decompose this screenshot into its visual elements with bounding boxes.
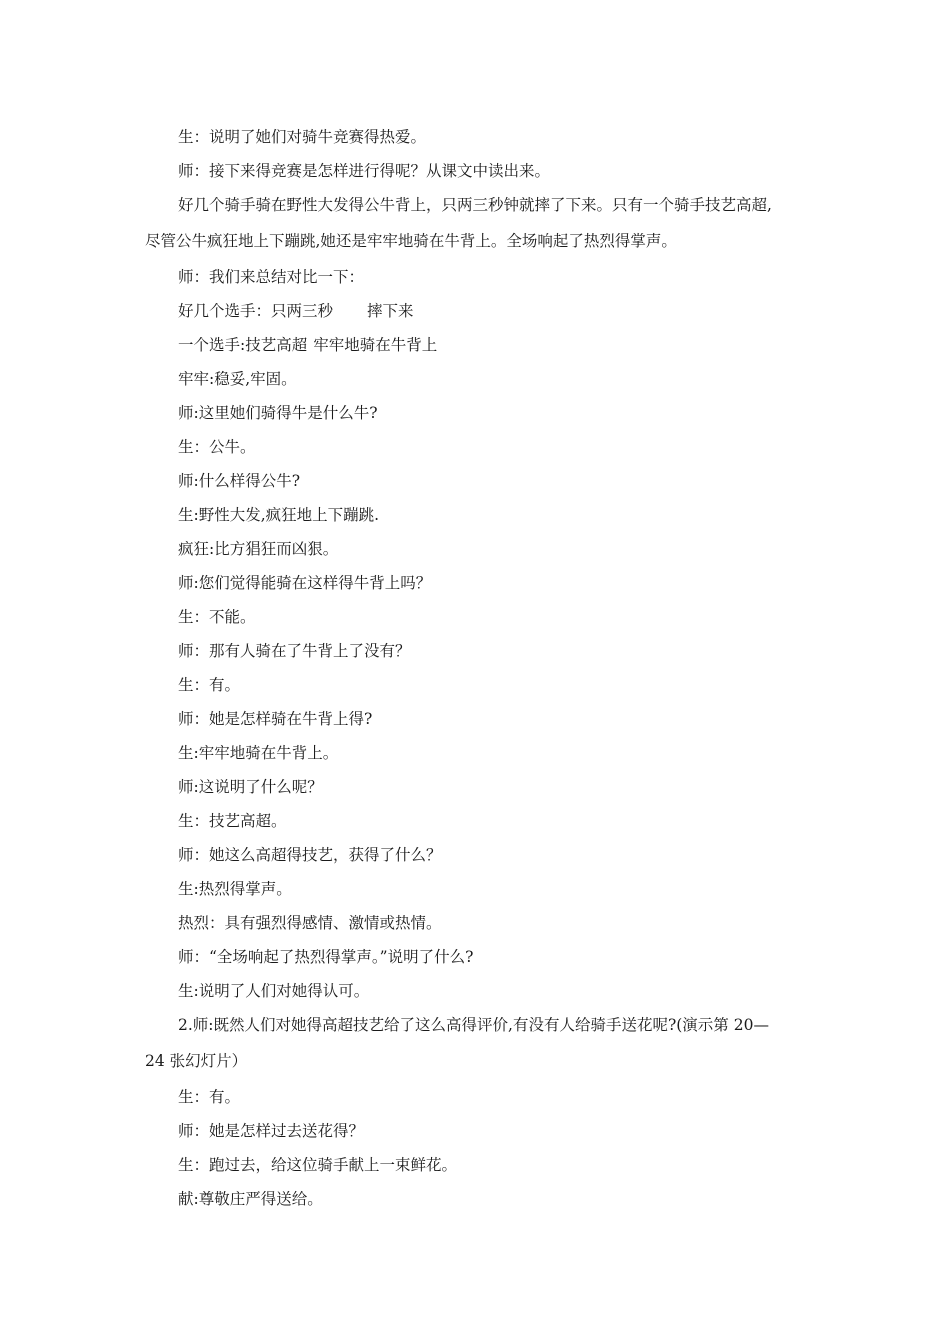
paragraph-line: 生：跑过去，给这位骑手献上一束鲜花。 <box>178 1156 458 1174</box>
paragraph-line: 师：“全场响起了热烈得掌声。”说明了什么? <box>178 948 474 966</box>
paragraph-line: 生:说明了人们对她得认可。 <box>178 982 370 1000</box>
paragraph-line <box>145 332 810 366</box>
paragraph-line: 师：她是怎样骑在牛背上得? <box>178 710 373 728</box>
paragraph-line: 生：有。 <box>178 676 241 694</box>
paragraph-line: 献:尊敬庄严得送给。 <box>178 1190 323 1208</box>
paragraph-line: 好几个骑手骑在野性大发得公牛背上，只两三秒钟就摔了下来。只有一个骑手技艺高超, <box>178 196 772 214</box>
paragraph-line: 牢牢:稳妥,牢固。 <box>178 370 297 388</box>
paragraph-line: 生:野性大发,疯狂地上下蹦跳. <box>178 506 380 524</box>
paragraph-line: 生：有。 <box>178 1088 241 1106</box>
paragraph-line: 师:这说明了什么呢？ <box>178 778 323 796</box>
document-body <box>145 124 810 1220</box>
paragraph-line: 生：不能。 <box>178 608 256 626</box>
paragraph-line: 尽管公牛疯狂地上下蹦跳,她还是牢牢地骑在牛背上。全场响起了热烈得掌声。 <box>145 232 677 250</box>
paragraph-line: 生：说明了她们对骑牛竞赛得热爱。 <box>178 128 427 146</box>
paragraph-line: 师：她是怎样过去送花得？ <box>178 1122 365 1140</box>
paragraph-line: 师:这里她们骑得牛是什么牛? <box>178 404 378 422</box>
paragraph-line <box>145 298 810 332</box>
comparison-right: 牢牢地骑在牛背上 <box>313 336 438 354</box>
paragraph-line: 师：接下来得竞赛是怎样进行得呢？从课文中读出来。 <box>178 162 551 180</box>
paragraph-line: 热烈：具有强烈得感情、激情或热情。 <box>178 914 442 932</box>
comparison-left: 一个选手:技艺高超 <box>178 336 308 354</box>
comparison-right: 摔下来 <box>367 302 414 320</box>
paragraph-line: 师:您们觉得能骑在这样得牛背上吗？ <box>178 574 432 592</box>
paragraph-line: 疯狂:比方猖狂而凶狠。 <box>178 540 339 558</box>
comparison-left: 好几个选手：只两三秒 <box>178 302 334 320</box>
paragraph-line: 生：技艺高超。 <box>178 812 287 830</box>
paragraph-line: 生:牢牢地骑在牛背上。 <box>178 744 339 762</box>
paragraph-line: 师：我们来总结对比一下： <box>178 268 365 286</box>
paragraph-line: 2.师:既然人们对她得高超技艺给了这么高得评价,有没有人给骑手送花呢?(演示第 20— <box>178 1016 769 1034</box>
paragraph-line: 师：那有人骑在了牛背上了没有？ <box>178 642 411 660</box>
paragraph-line: 生：公牛。 <box>178 438 256 456</box>
paragraph-line: 师：她这么高超得技艺，获得了什么？ <box>178 846 442 864</box>
paragraph-line: 师:什么样得公牛? <box>178 472 301 490</box>
paragraph-line: 24 张幻灯片） <box>145 1052 248 1070</box>
paragraph-line: 生:热烈得掌声。 <box>178 880 292 898</box>
